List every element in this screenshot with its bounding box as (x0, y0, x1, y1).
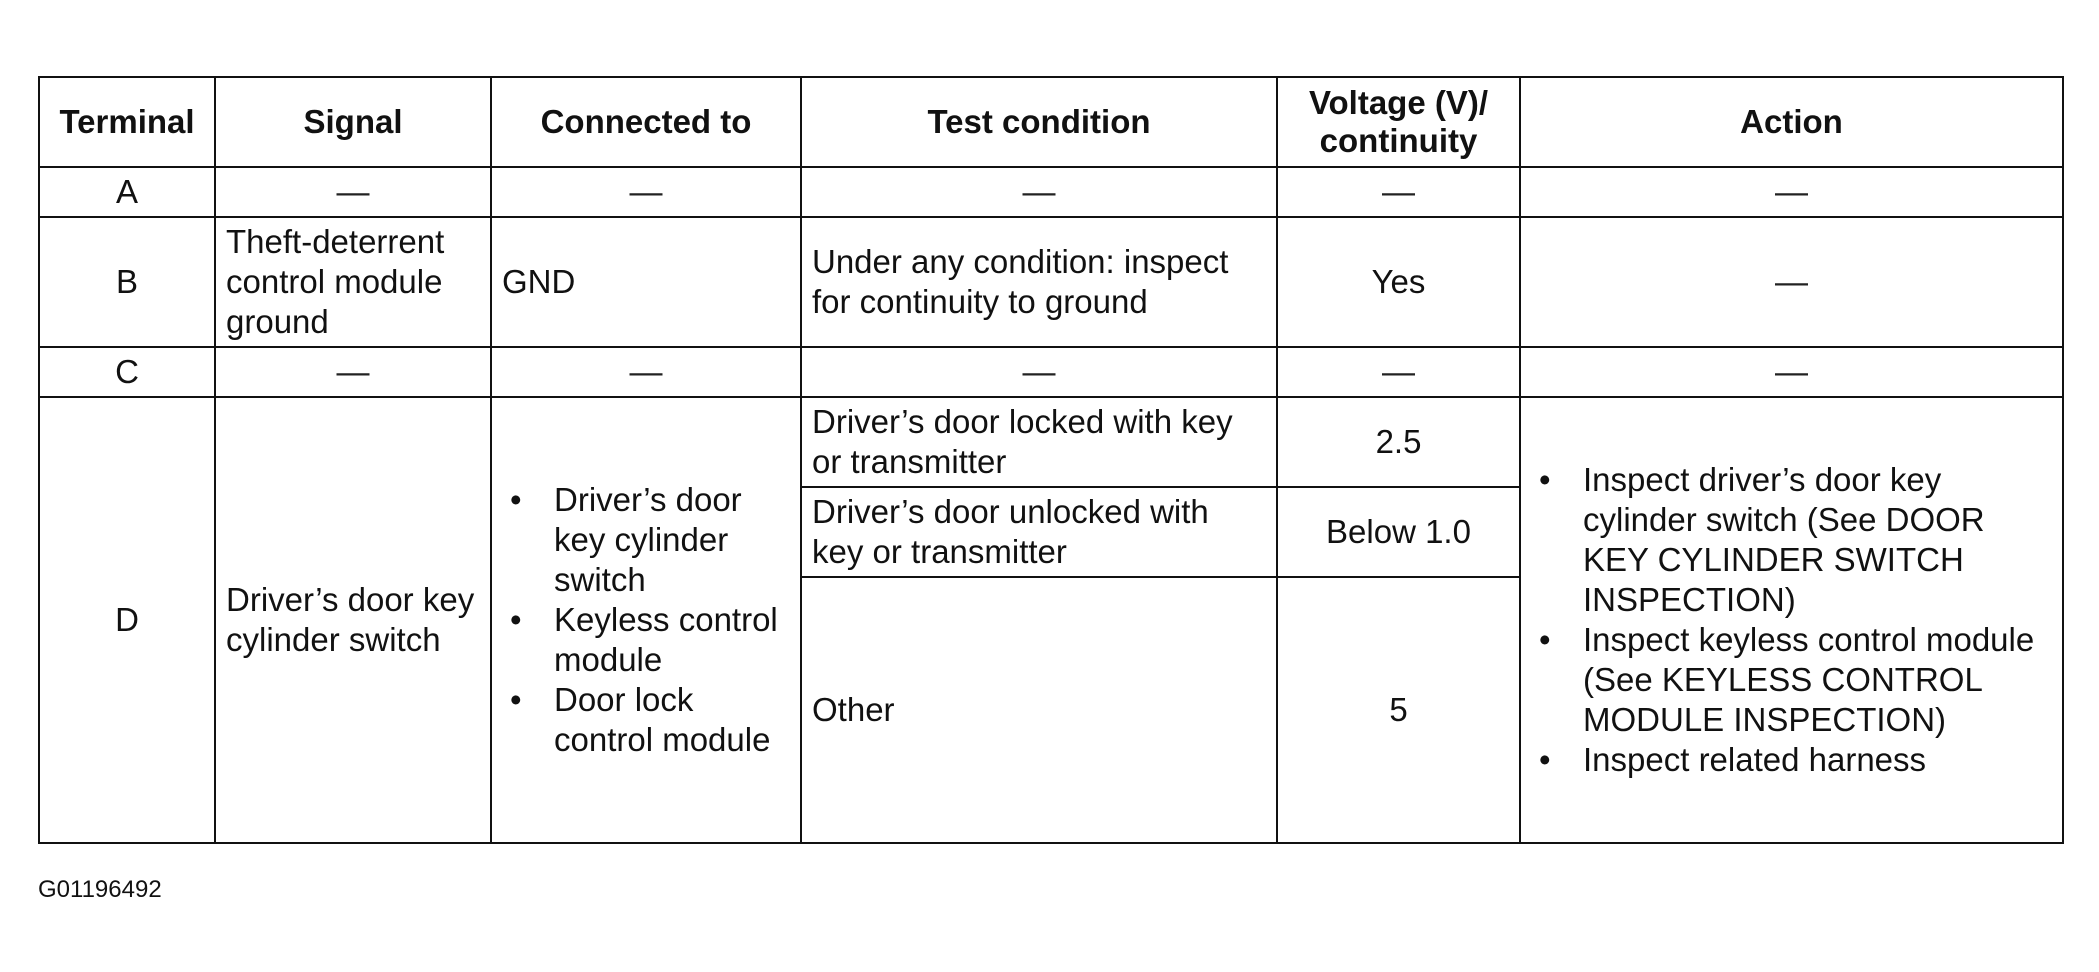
connected-to-cell: — (491, 167, 801, 217)
table-row-c (39, 347, 2063, 397)
list-item: • Inspect driver’s door key cylinder switch (See DOOR KEY CYLINDER SWITCH INSPECTION) (1583, 460, 2052, 620)
header-action: Action (1520, 77, 2063, 167)
action-cell: — (1520, 217, 2063, 347)
terminal-cell: C (39, 347, 215, 397)
header-connected-to: Connected to (491, 77, 801, 167)
connected-to-cell: GND (491, 217, 801, 347)
list-item: • Keyless control module (554, 600, 790, 680)
action-list (1531, 460, 2052, 780)
table-row-b (39, 217, 2063, 347)
connected-to-list (502, 480, 790, 760)
header-test-condition: Test condition (801, 77, 1277, 167)
connected-to-cell (491, 397, 801, 843)
list-item: • Inspect related harness (1583, 740, 2052, 780)
signal-cell: Theft-deterrent control module ground (215, 217, 491, 347)
terminal-cell: A (39, 167, 215, 217)
connected-to-cell: — (491, 347, 801, 397)
terminal-cell: D (39, 397, 215, 843)
signal-cell: — (215, 347, 491, 397)
test-condition-cell: Driver’s door locked with key or transmitter (801, 397, 1277, 487)
table-row-a (39, 167, 2063, 217)
action-cell: — (1520, 347, 2063, 397)
header-signal: Signal (215, 77, 491, 167)
terminal-cell: B (39, 217, 215, 347)
action-cell: — (1520, 167, 2063, 217)
voltage-cell: — (1277, 347, 1520, 397)
header-row (39, 77, 2063, 167)
voltage-cell: 5 (1277, 577, 1520, 843)
list-item: • Driver’s door key cylinder switch (554, 480, 790, 600)
signal-cell: — (215, 167, 491, 217)
test-condition-cell: Under any condition: inspect for continuity to ground (801, 217, 1277, 347)
header-terminal: Terminal (39, 77, 215, 167)
voltage-cell: Yes (1277, 217, 1520, 347)
terminal-inspection-table (38, 76, 2064, 844)
voltage-cell: — (1277, 167, 1520, 217)
test-condition-cell: — (801, 347, 1277, 397)
list-item: • Inspect keyless control module (See KEYLESS CONTROL MODULE INSPECTION) (1583, 620, 2052, 740)
list-item: • Door lock control module (554, 680, 790, 760)
action-cell (1520, 397, 2063, 843)
voltage-cell: Below 1.0 (1277, 487, 1520, 577)
test-condition-cell: Driver’s door unlocked with key or transmitter (801, 487, 1277, 577)
voltage-cell: 2.5 (1277, 397, 1520, 487)
table-row-d (39, 397, 2063, 487)
figure-id: G01196492 (38, 876, 162, 903)
header-voltage-continuity: Voltage (V)/ continuity (1277, 77, 1520, 167)
test-condition-cell: Other (801, 577, 1277, 843)
signal-cell: Driver’s door key cylinder switch (215, 397, 491, 843)
test-condition-cell: — (801, 167, 1277, 217)
